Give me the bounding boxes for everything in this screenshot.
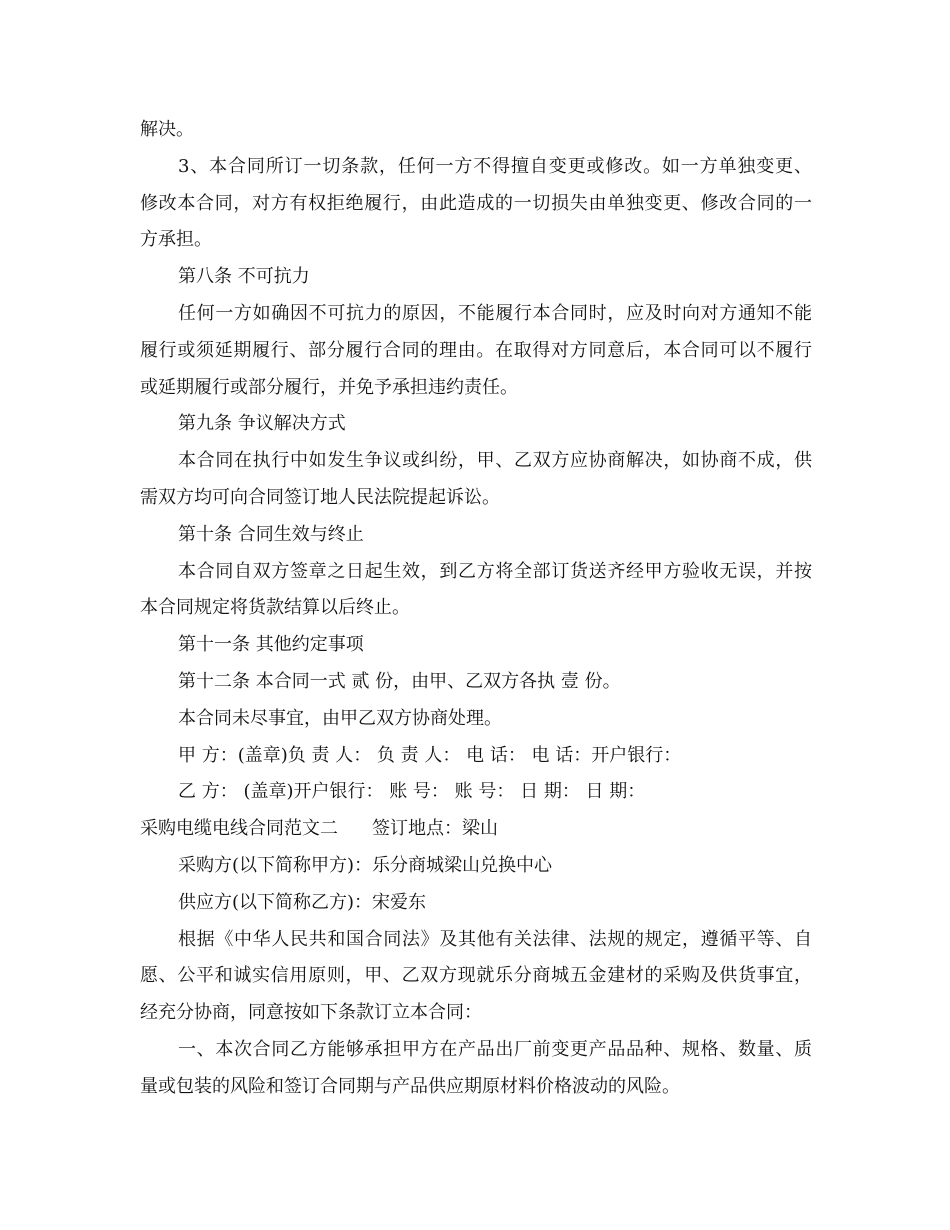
clause-3-line-1: 3、本合同所订一切条款，任何一方不得擅自变更或修改。如一方单独变更、 xyxy=(178,155,812,177)
text-line: 解决。 xyxy=(140,119,194,140)
article-8-line-2: 履行或须延期履行、部分履行合同的理由。在取得对方同意后，本合同可以不履行 xyxy=(140,339,812,361)
supplementary-line: 本合同未尽事宜，由甲乙双方协商处理。 xyxy=(178,707,502,729)
article-8-heading: 第八条 不可抗力 xyxy=(178,266,310,288)
article-9-line-1: 本合同在执行中如发生争议或纠纷，甲、乙双方应协商解决，如协商不成，供 xyxy=(178,450,812,472)
article-9-line-2: 需双方均可向合同签订地人民法院提起诉讼。 xyxy=(140,486,500,508)
preamble-line-3: 经充分协商，同意按如下条款订立本合同： xyxy=(140,1002,482,1024)
article-10-heading: 第十条 合同生效与终止 xyxy=(178,523,364,545)
clause-3-line-2: 修改本合同，对方有权拒绝履行，由此造成的一切损失由单独变更、修改合同的一 xyxy=(140,192,812,214)
article-8-line-1: 任何一方如确因不可抗力的原因，不能履行本合同时，应及时向对方通知不能 xyxy=(178,302,812,324)
preamble-line-2: 愿、公平和诚实信用原则，甲、乙双方现就乐分商城五金建材的采购及供货事宜， xyxy=(140,965,812,987)
preamble-line-1: 根据《中华人民共和国合同法》及其他有关法律、法规的规定，遵循平等、自 xyxy=(178,928,812,950)
article-9-heading: 第九条 争议解决方式 xyxy=(178,413,346,435)
party-b-signature-line: 乙 方： (盖章)开户银行： 账 号： 账 号： 日 期： 日 期： xyxy=(178,781,646,803)
purchaser-line: 采购方(以下简称甲方)：乐分商城梁山兑换中心 xyxy=(178,854,553,876)
second-contract-title-line xyxy=(140,811,812,848)
signing-location: 签订地点：梁山 xyxy=(372,818,498,840)
party-a-signature-line: 甲 方：(盖章)负 责 人： 负 责 人： 电 话： 电 话：开户银行： xyxy=(178,744,682,766)
article-8-line-3: 或延期履行或部分履行，并免予承担违约责任。 xyxy=(140,376,518,398)
supplier-line: 供应方(以下简称乙方)：宋爱东 xyxy=(178,891,427,913)
second-contract-title: 采购电缆电线合同范文二 xyxy=(140,818,338,840)
item-1-line-1: 一、本次合同乙方能够承担甲方在产品出厂前变更产品品种、规格、数量、质 xyxy=(178,1038,812,1060)
article-10-line-2: 本合同规定将货款结算以后终止。 xyxy=(140,597,410,619)
article-10-line-1: 本合同自双方签章之日起生效，到乙方将全部订货送齐经甲方验收无误，并按 xyxy=(178,560,812,582)
article-12-line: 第十二条 本合同一式 贰 份，由甲、乙双方各执 壹 份。 xyxy=(178,670,621,692)
article-11-heading: 第十一条 其他约定事项 xyxy=(178,634,364,656)
clause-3-line-3: 方承担。 xyxy=(140,229,212,251)
item-1-line-2: 量或包装的风险和签订合同期与产品供应期原材料价格波动的风险。 xyxy=(140,1075,680,1097)
document-page xyxy=(140,112,812,1106)
